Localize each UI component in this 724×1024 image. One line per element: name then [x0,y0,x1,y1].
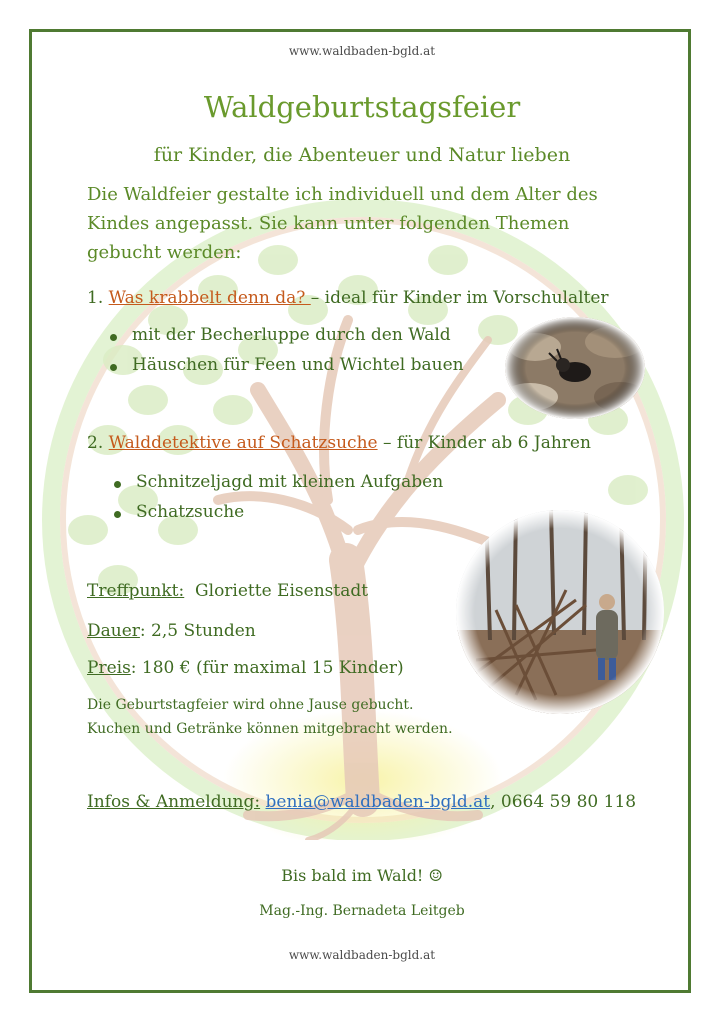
contact-line [87,792,636,812]
duration [87,621,256,641]
theme-2-heading [87,433,591,453]
price-label: Preis [87,658,131,678]
note-text [87,693,453,741]
theme-2-title-link[interactable]: Walddetektive auf Schatzsuche [108,433,378,453]
note-line-2: Kuchen und Getränke können mitgebracht werden. [87,721,453,737]
theme-1-number: 1. [87,288,104,308]
contact-label: Infos & Anmeldung: [87,792,261,812]
beetle-photo [505,317,645,419]
forest-hut-photo [456,510,664,714]
price-value: : 180 € (für maximal 15 Kinder) [130,658,404,678]
footer-url[interactable]: www.waldbaden-bgld.at [288,948,436,962]
page-subtitle: für Kinder, die Abenteuer und Natur lieben [153,144,571,166]
list-item: Häuschen für Feen und Wichtel bauen [108,355,464,385]
theme-1-description: – ideal für Kinder im Vorschulalter [310,288,609,308]
author-name: Mag.-Ing. Bernadeta Leitgeb [259,903,465,919]
theme-1-heading [87,288,609,308]
price [87,658,404,678]
note-line-1: Die Geburtstagfeier wird ohne Jause gebucht. [87,697,414,713]
list-item: Schnitzeljagd mit kleinen Aufgaben [112,472,443,502]
duration-label: Dauer [87,621,140,641]
phone-number: , 0664 59 80 118 [490,792,637,812]
closing-text: Bis bald im Wald! ☺ [281,866,443,885]
page-title: Waldgeburtstagsfeier [203,90,521,124]
list-item: Schatzsuche [112,502,443,532]
duration-value: : 2,5 Stunden [139,621,256,641]
theme-2-bullets [112,472,443,532]
email-link[interactable]: benia@waldbaden-bgld.at [265,792,491,812]
intro-text: Die Waldfeier gestalte ich individuell und dem Alter des Kindes angepasst. Sie kann unter folgenden Themen gebucht werden: [87,184,598,263]
theme-1-title-link[interactable]: Was krabbelt denn da? [108,288,311,308]
header-url[interactable]: www.waldbaden-bgld.at [288,44,436,58]
meeting-point-label: Treffpunkt: [87,581,185,601]
list-item: mit der Becherluppe durch den Wald [108,325,464,355]
theme-2-description: – für Kinder ab 6 Jahren [377,433,591,453]
theme-1-bullets [108,325,464,385]
meeting-point [87,581,368,601]
meeting-point-value: Gloriette Eisenstadt [184,581,369,601]
theme-2-number: 2. [87,433,104,453]
